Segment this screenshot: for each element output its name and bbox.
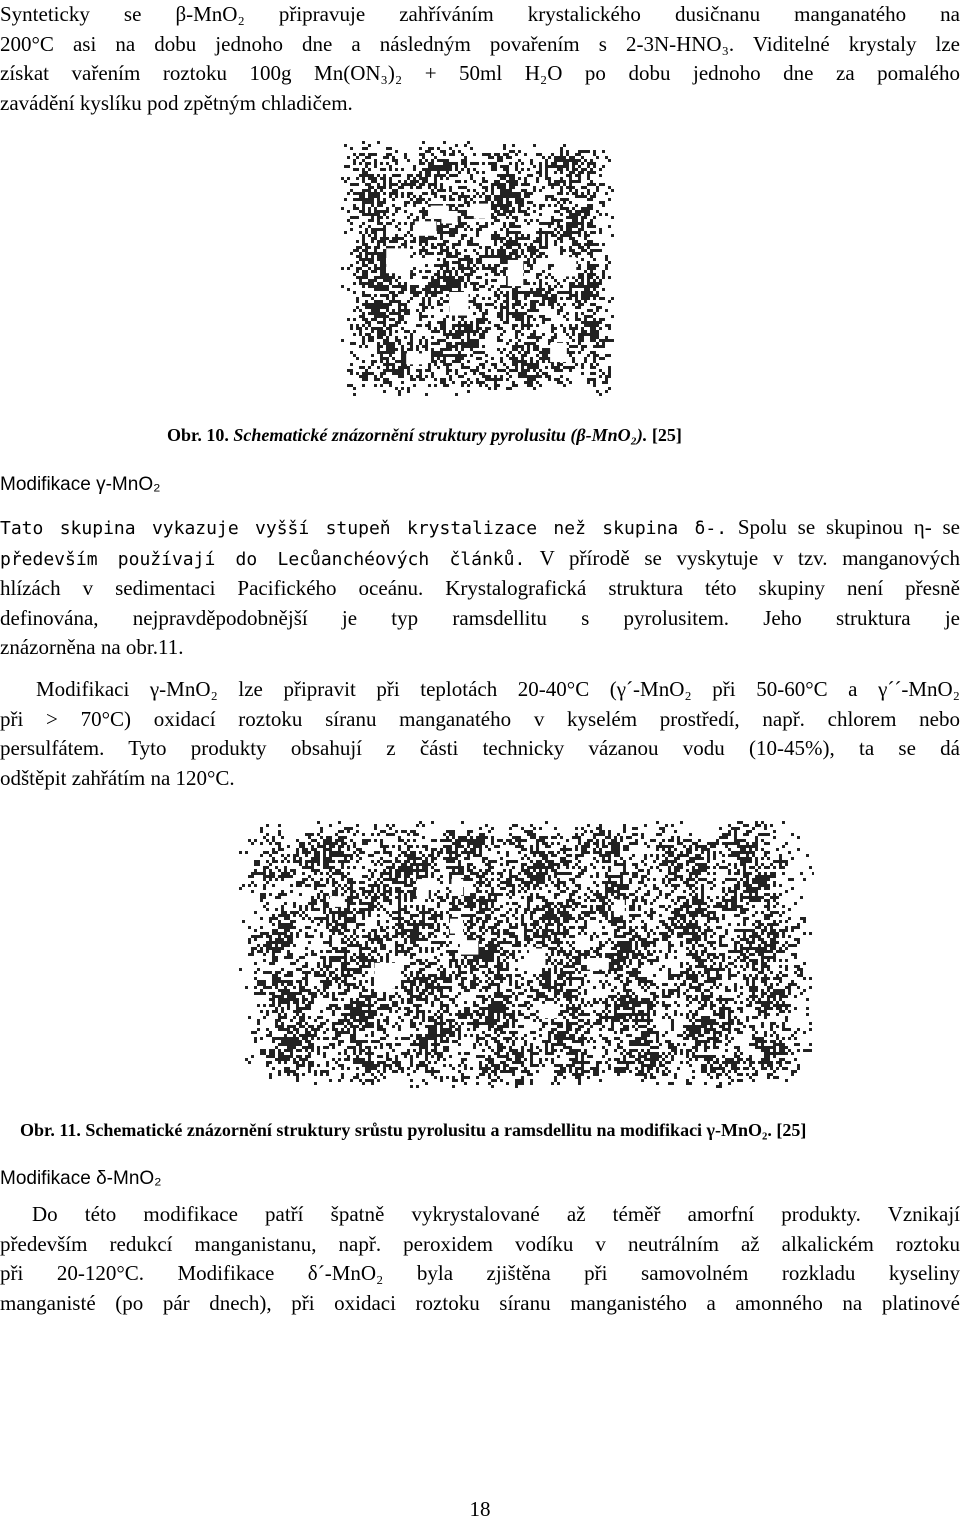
figure-11-text: Schematické znázornění struktury srůstu pyrolusitu a ramsdellitu na modifikaci γ-MnO₂. xyxy=(85,1120,772,1140)
crystal-void xyxy=(556,257,576,276)
crystal-void xyxy=(441,211,457,224)
delta-heading: Modifikace δ-MnO₂ xyxy=(0,1168,162,1189)
gamma-paragraph-1 xyxy=(0,513,960,663)
figure-11-image xyxy=(236,818,814,1088)
figure-11-caption xyxy=(20,1118,806,1142)
intro-line-1: Synteticky se β-MnO₂ připravuje zahříváním krystalického dusičnanu manganatého na xyxy=(0,2,960,26)
crystal-texture xyxy=(239,821,814,1088)
crystal-void xyxy=(449,292,468,316)
gamma-paragraph-2 xyxy=(0,675,960,793)
delta-line-4: manganisté (po pár dnech), při oxidaci roztoku síranu manganistého a amonného na platinové xyxy=(0,1290,960,1315)
delta-line-2: především redukcí manganistanu, např. peroxidem vodíku v neutrálním až alkalickém roztoku xyxy=(0,1231,960,1256)
crystal-void xyxy=(450,919,463,934)
page-number: 18 xyxy=(469,1497,491,1521)
gamma-p1-line-5: znázorněna na obr.11. xyxy=(0,635,184,659)
gamma-p2-line-4: odštěpit zahřátím na 120°C. xyxy=(0,765,235,790)
gamma-heading: Modifikace γ-MnO₂ xyxy=(0,474,161,495)
gamma-p2-line-3: persulfátem. Tyto produkty obsahují z části technicky vázanou vodu (10-45%), ta se dá xyxy=(0,736,960,760)
gamma-p1-line-2: především používají do Lecůanchéových článků. V přírodě se vyskytuje v tzv. manganových xyxy=(0,545,960,570)
figure-10-text: Schematické znázornění struktury pyrolusitu (β-MnO₂). xyxy=(233,425,648,445)
crystal-void xyxy=(415,221,437,235)
crystal-void xyxy=(474,204,491,219)
figure-10-label: Obr. 10. xyxy=(167,425,229,445)
delta-line-3: při 20-120°C. Modifikace δ´-MnO₂ byla zjištěna při samovolném rozkladu kyseliny xyxy=(0,1261,960,1285)
crystal-void xyxy=(539,1004,558,1018)
crystal-void xyxy=(406,353,424,364)
crystal-void xyxy=(550,343,567,362)
crystal-void xyxy=(417,879,429,899)
crystal-void xyxy=(508,260,524,286)
intro-line-4: zavádění kyslíku pod zpětným chladičem. xyxy=(0,90,353,115)
intro-line-3: získat vařením roztoku 100g Mn(ON₃)₂ + 50ml H₂O po dobu jednoho dne za pomalého xyxy=(0,61,960,85)
gamma-heading-wrap xyxy=(0,472,960,498)
intro-line-2: 200°C asi na dobu jednoho dne a následným povařením s 2-3N-HNO₃. Viditelné krystaly lze xyxy=(0,31,960,56)
intro-paragraph xyxy=(0,0,960,118)
delta-heading-wrap xyxy=(0,1166,960,1192)
figure-10-caption xyxy=(167,423,682,447)
delta-line-1: Do této modifikace patří špatně vykrystalované až téměř amorfní produkty. Vznikají xyxy=(32,1202,960,1226)
figure-10-image xyxy=(338,138,614,396)
delta-paragraph xyxy=(0,1200,960,1318)
gamma-p1-line-3: hlízách v sedimentaci Pacifického oceánu. Krystalografická struktura této skupiny není přesně xyxy=(0,576,960,600)
figure-10-ref: [25] xyxy=(651,425,682,445)
crystal-void xyxy=(460,940,478,954)
crystal-void xyxy=(451,879,463,895)
crystal-void xyxy=(614,900,625,916)
crystal-void xyxy=(386,248,410,273)
gamma-p1-line-4: definována, nejpravděpodobnější je typ ramsdellitu s pyrolusitem. Jeho struktura je xyxy=(0,605,960,630)
crystal-void xyxy=(330,896,345,907)
gamma-p2-line-1: Modifikaci γ-MnO₂ lze připravit při teplotách 20-40°C (γ´-MnO₂ při 50-60°C a γ´´-MnO₂ xyxy=(36,677,960,701)
gamma-p2-line-2: při > 70°C) oxidací roztoku síranu manganatého v kyselém prostředí, např. chlorem nebo xyxy=(0,706,960,731)
figure-11-label: Obr. 11. xyxy=(20,1120,81,1140)
crystal-void xyxy=(529,949,545,968)
crystal-void xyxy=(374,963,395,989)
gamma-p1-line-1: Tato skupina vykazuje vyšší stupeň krystalizace než skupina δ-. Spolu se skupinou η- se xyxy=(0,515,960,539)
figure-11-ref: [25] xyxy=(776,1120,807,1140)
crystal-void xyxy=(587,958,609,970)
